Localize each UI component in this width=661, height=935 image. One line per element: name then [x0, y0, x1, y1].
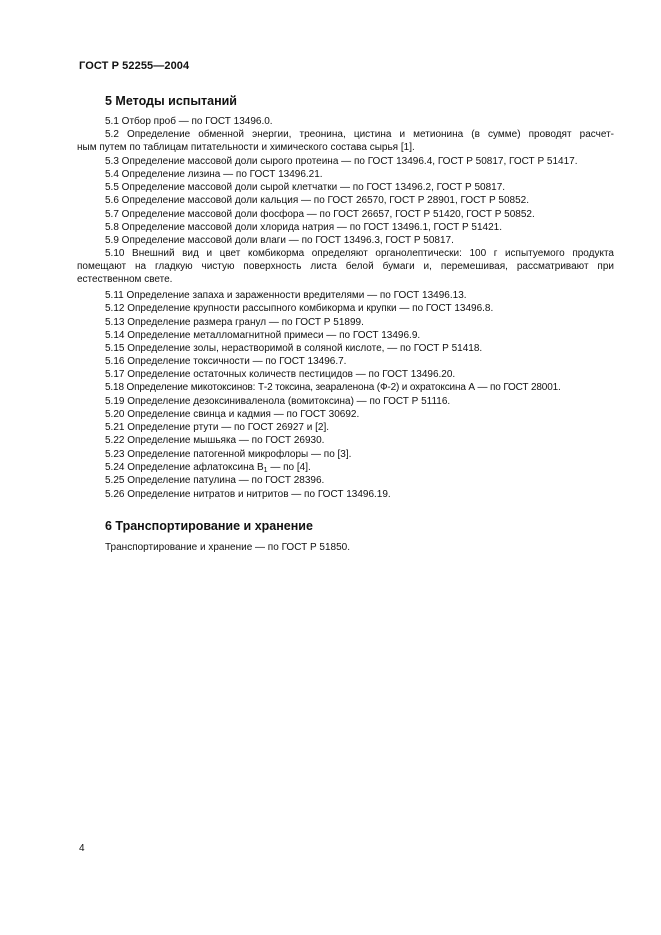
paragraph-5-24-text: 5.24 Определение афлатоксина В: [105, 462, 264, 473]
paragraph-5-21: 5.21 Определение ртути — по ГОСТ 26927 и [2].: [105, 422, 330, 433]
paragraph-5-15: 5.15 Определение золы, нерастворимой в соляной кислоте, — по ГОСТ Р 51418.: [105, 343, 483, 354]
page-number: 4: [79, 843, 85, 854]
paragraph-5-20: 5.20 Определение свинца и кадмия — по ГОСТ 30692.: [105, 409, 360, 420]
paragraph-5-2-line-1: 5.2 Определение обменной энергии, треонина, цистина и метионина (в сумме) проводят расчет-: [105, 129, 614, 140]
paragraph-5-23: 5.23 Определение патогенной микрофлоры — по [3].: [105, 449, 352, 460]
paragraph-5-4: 5.4 Определение лизина — по ГОСТ 13496.21.: [105, 169, 323, 180]
paragraph-5-22: 5.22 Определение мышьяка — по ГОСТ 26930.: [105, 435, 325, 446]
paragraph-5-1: 5.1 Отбор проб — по ГОСТ 13496.0.: [105, 116, 273, 127]
paragraph-5-10-line-1: 5.10 Внешний вид и цвет комбикорма определяют органолептически: 100 г испытуемого продукта: [105, 248, 614, 259]
paragraph-5-8: 5.8 Определение массовой доли хлорида натрия — по ГОСТ 13496.1, ГОСТ Р 51421.: [105, 222, 503, 233]
paragraph-5-13: 5.13 Определение размера гранул — по ГОСТ Р 51899.: [105, 317, 364, 328]
paragraph-5-18: 5.18 Определение микотоксинов: Т-2 токсина, зеараленона (Ф-2) и охратоксина А — по ГОСТ 28001.: [105, 382, 561, 393]
paragraph-5-19: 5.19 Определение дезоксиниваленола (вомитоксина) — по ГОСТ Р 51116.: [105, 396, 451, 407]
subscript-index: 1: [263, 467, 268, 474]
paragraph-5-25: 5.25 Определение патулина — по ГОСТ 28396.: [105, 475, 325, 486]
paragraph-5-3: 5.3 Определение массовой доли сырого протеина — по ГОСТ 13496.4, ГОСТ Р 50817, ГОСТ Р 51417.: [105, 156, 578, 167]
section-5-title: 5 Методы испытаний: [105, 94, 237, 108]
paragraph-5-11: 5.11 Определение запаха и зараженности вредителями — по ГОСТ 13496.13.: [105, 290, 467, 301]
paragraph-5-17: 5.17 Определение остаточных количеств пестицидов — по ГОСТ 13496.20.: [105, 369, 456, 380]
section-6-title: 6 Транспортирование и хранение: [105, 519, 313, 533]
paragraph-5-24-reference: — по [4].: [267, 462, 311, 473]
document-header: ГОСТ Р 52255—2004: [79, 60, 190, 72]
paragraph-5-14: 5.14 Определение металломагнитной примеси — по ГОСТ 13496.9.: [105, 330, 421, 341]
paragraph-5-7: 5.7 Определение массовой доли фосфора — по ГОСТ 26657, ГОСТ Р 51420, ГОСТ Р 50852.: [105, 209, 535, 220]
paragraph-5-12: 5.12 Определение крупности рассыпного комбикорма и крупки — по ГОСТ 13496.8.: [105, 303, 494, 314]
paragraph-5-6: 5.6 Определение массовой доли кальция — по ГОСТ 26570, ГОСТ Р 28901, ГОСТ Р 50852.: [105, 195, 529, 206]
paragraph-5-16: 5.16 Определение токсичности — по ГОСТ 13496.7.: [105, 356, 347, 367]
paragraph-5-5: 5.5 Определение массовой доли сырой клетчатки — по ГОСТ 13496.2, ГОСТ Р 50817.: [105, 182, 506, 193]
paragraph-5-9: 5.9 Определение массовой доли влаги — по ГОСТ 13496.3, ГОСТ Р 50817.: [105, 235, 454, 246]
paragraph-5-10-line-3: естественном свете.: [77, 274, 173, 285]
paragraph-5-2-line-2: ным путем по таблицам питательности и химического состава сырья [1].: [77, 142, 415, 153]
paragraph-5-26: 5.26 Определение нитратов и нитритов — по ГОСТ 13496.19.: [105, 489, 391, 500]
paragraph-6: Транспортирование и хранение — по ГОСТ Р 51850.: [105, 542, 351, 553]
paragraph-5-10-line-2: помещают на гладкую чистую поверхность листа белой бумаги и, перемешивая, рассматривают при: [77, 261, 614, 272]
